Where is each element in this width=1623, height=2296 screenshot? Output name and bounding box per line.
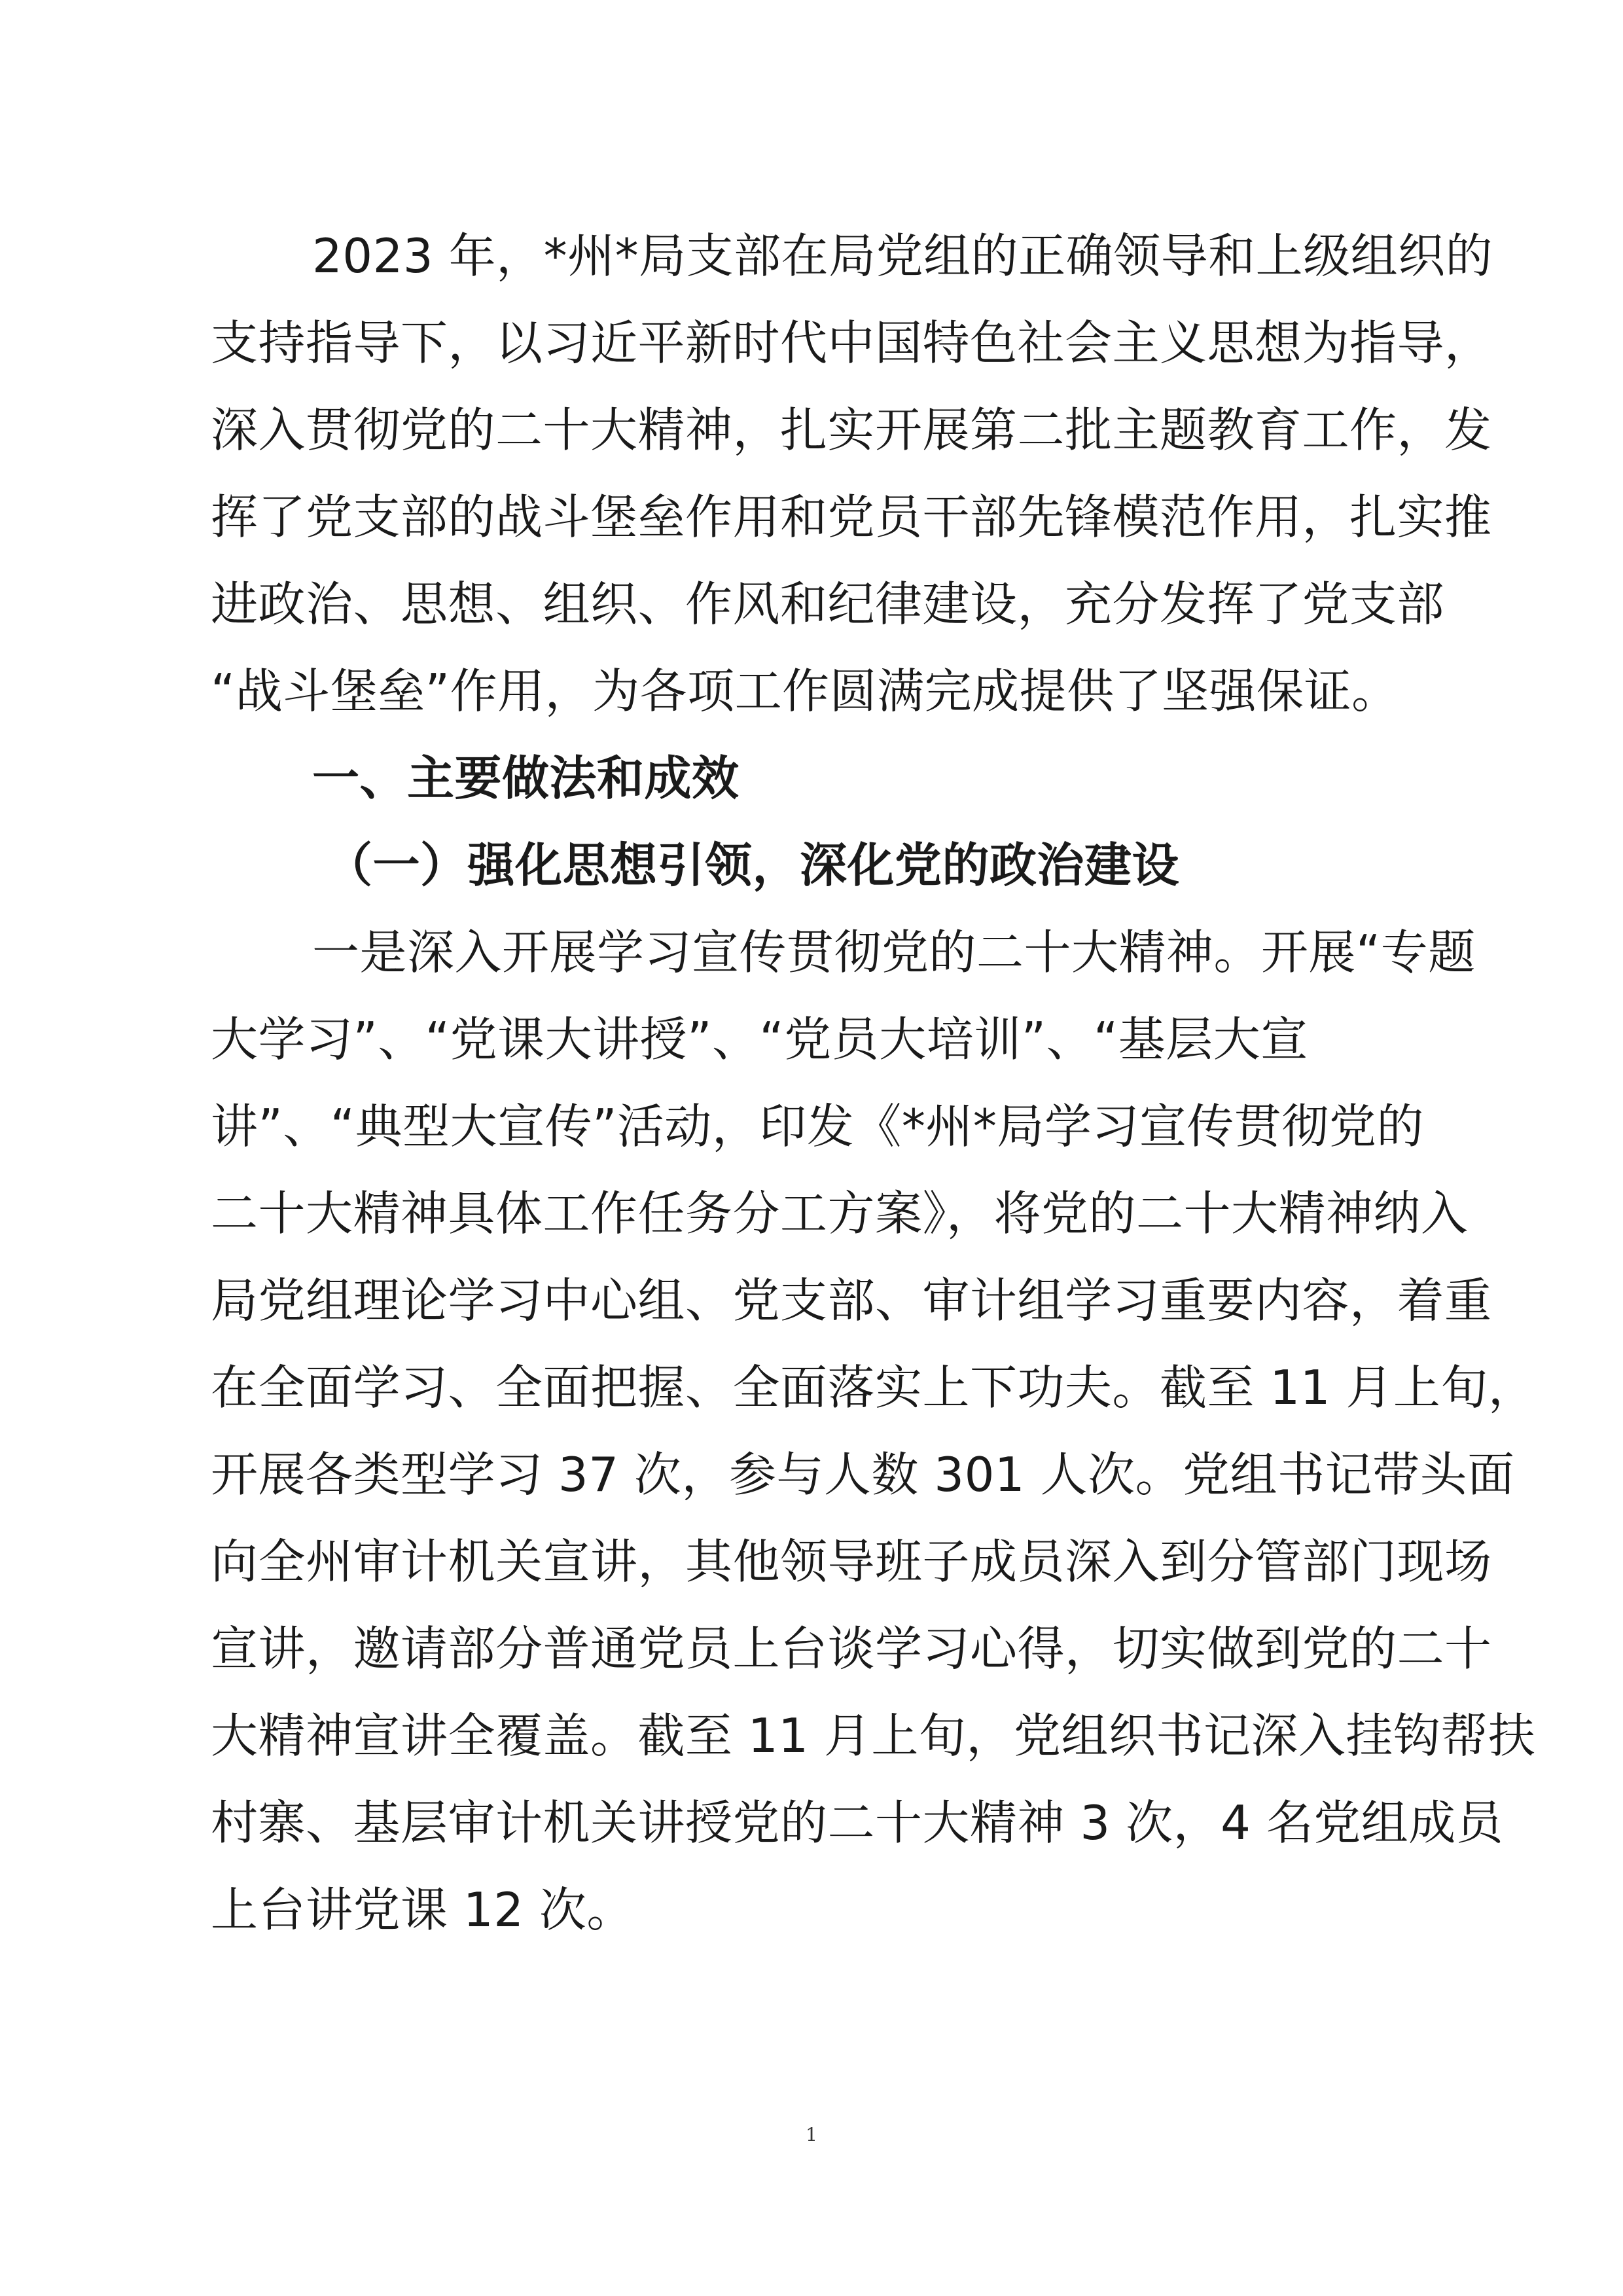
paragraph-body-line-3: 讲”、“典型大宣传”活动，印发《*州*局学习宣传贯彻党的 [211, 1099, 1424, 1154]
paragraph-intro-line-1: 2023 年，*州*局支部在局党组的正确领导和上级组织的 [312, 228, 1493, 283]
paragraph-body-line-10: 大精神宣讲全覆盖。截至 11 月上旬，党组织书记深入挂钩帮扶 [211, 1708, 1536, 1763]
section-heading: 一、主要做法和成效 [312, 751, 740, 806]
document-body [211, 213, 1536, 1954]
paragraph-intro-line-2: 支持指导下，以习近平新时代中国特色社会主义思想为指导， [211, 315, 1492, 370]
paragraph-body-line-9: 宣讲，邀请部分普通党员上台谈学习心得，切实做到党的二十 [211, 1621, 1492, 1676]
paragraph-intro-line-4: 挥了党支部的战斗堡垒作用和党员干部先锋模范作用，扎实推 [211, 490, 1492, 545]
paragraph-body-line-12: 上台讲党课 12 次。 [211, 1882, 634, 1937]
paragraph-body-line-6: 在全面学习、全面把握、全面落实上下功夫。截至 11 月上旬， [211, 1360, 1536, 1415]
paragraph-intro-line-3: 深入贯彻党的二十大精神，扎实开展第二批主题教育工作，发 [211, 403, 1492, 457]
paragraph-body-line-11: 村寨、基层审计机关讲授党的二十大精神 3 次，4 名党组成员 [211, 1795, 1504, 1850]
paragraph-body-line-5: 局党组理论学习中心组、党支部、审计组学习重要内容，着重 [211, 1273, 1492, 1328]
paragraph-body-line-4: 二十大精神具体工作任务分工方案》，将党的二十大精神纳入 [211, 1186, 1469, 1241]
paragraph-intro-line-5: 进政治、思想、组织、作风和纪律建设，充分发挥了党支部 [211, 577, 1445, 632]
paragraph-body-line-1: 一是深入开展学习宣传贯彻党的二十大精神。开展“专题 [312, 925, 1476, 980]
paragraph-body-line-7: 开展各类型学习 37 次，参与人数 301 人次。党组书记带头面 [211, 1447, 1515, 1502]
paragraph-body-line-2: 大学习”、“党课大讲授”、“党员大培训”、“基层大宣 [211, 1012, 1308, 1067]
paragraph-body-line-8: 向全州审计机关宣讲，其他领导班子成员深入到分管部门现场 [211, 1534, 1492, 1589]
paragraph-intro-line-6: “战斗堡垒”作用，为各项工作圆满完成提供了坚强保证。 [211, 664, 1399, 719]
subsection-heading: （一）强化思想引领，深化党的政治建设 [325, 838, 1180, 893]
page-number: 1 [806, 2124, 817, 2145]
